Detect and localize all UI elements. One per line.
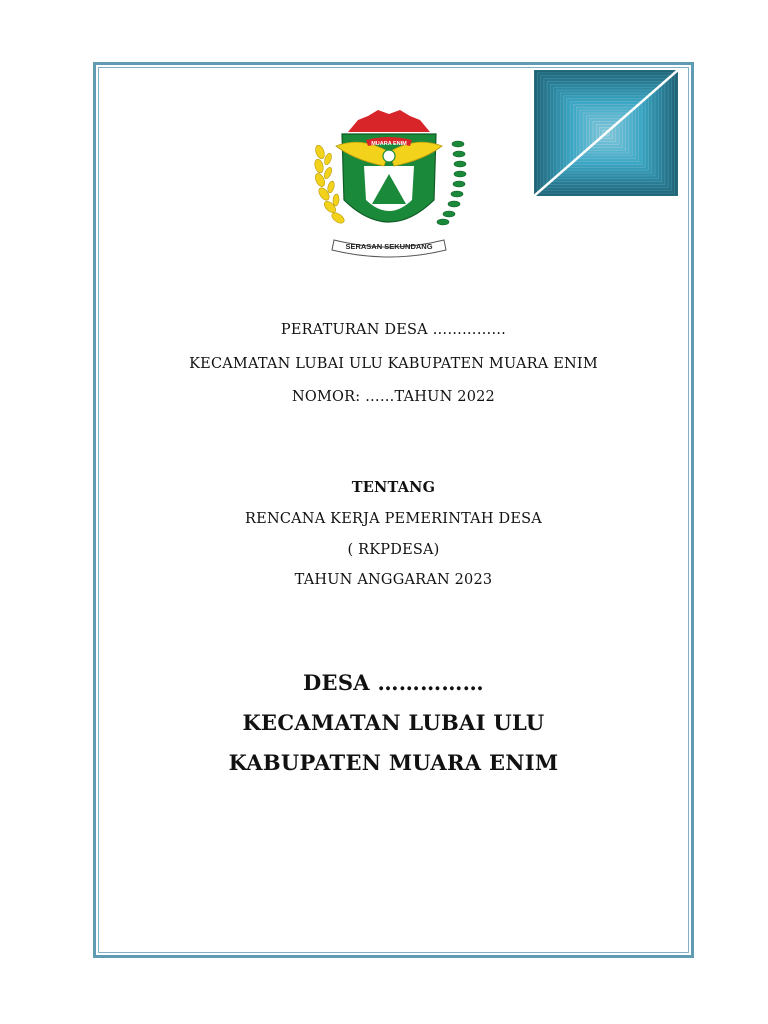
corner-decoration-icon: [534, 70, 678, 196]
subdistrict-name: KECAMATAN LUBAI ULU: [242, 710, 545, 735]
regency-name: KABUPATEN MUARA ENIM: [228, 750, 559, 775]
village-name: DESA ……………: [303, 670, 484, 695]
regulation-district: KECAMATAN LUBAI ULU KABUPATEN MUARA ENIM: [189, 356, 598, 372]
cotton-branch-icon: [437, 141, 466, 225]
regulation-title: PERATURAN DESA ……………: [280, 322, 507, 338]
subject-label: TENTANG: [351, 479, 436, 496]
regulation-number: NOMOR: ……TAHUN 2022: [292, 389, 495, 405]
regulation-subject: [98, 478, 689, 590]
emblem-bottom-ribbon-text: SERASAN SEKUNDANG: [345, 242, 433, 251]
subject-fiscal-year: TAHUN ANGGARAN 2023: [294, 572, 493, 588]
subject-abbreviation: ( RKPDESA): [347, 542, 440, 558]
regulation-header: [98, 320, 689, 407]
village-block: [98, 668, 689, 778]
regency-coat-of-arms-icon: [306, 104, 472, 264]
emblem-top-ribbon-text: MUARA ENIM: [371, 141, 407, 147]
rice-stalk-icon: [313, 144, 346, 225]
subject-title: RENCANA KERJA PEMERINTAH DESA: [245, 511, 542, 527]
